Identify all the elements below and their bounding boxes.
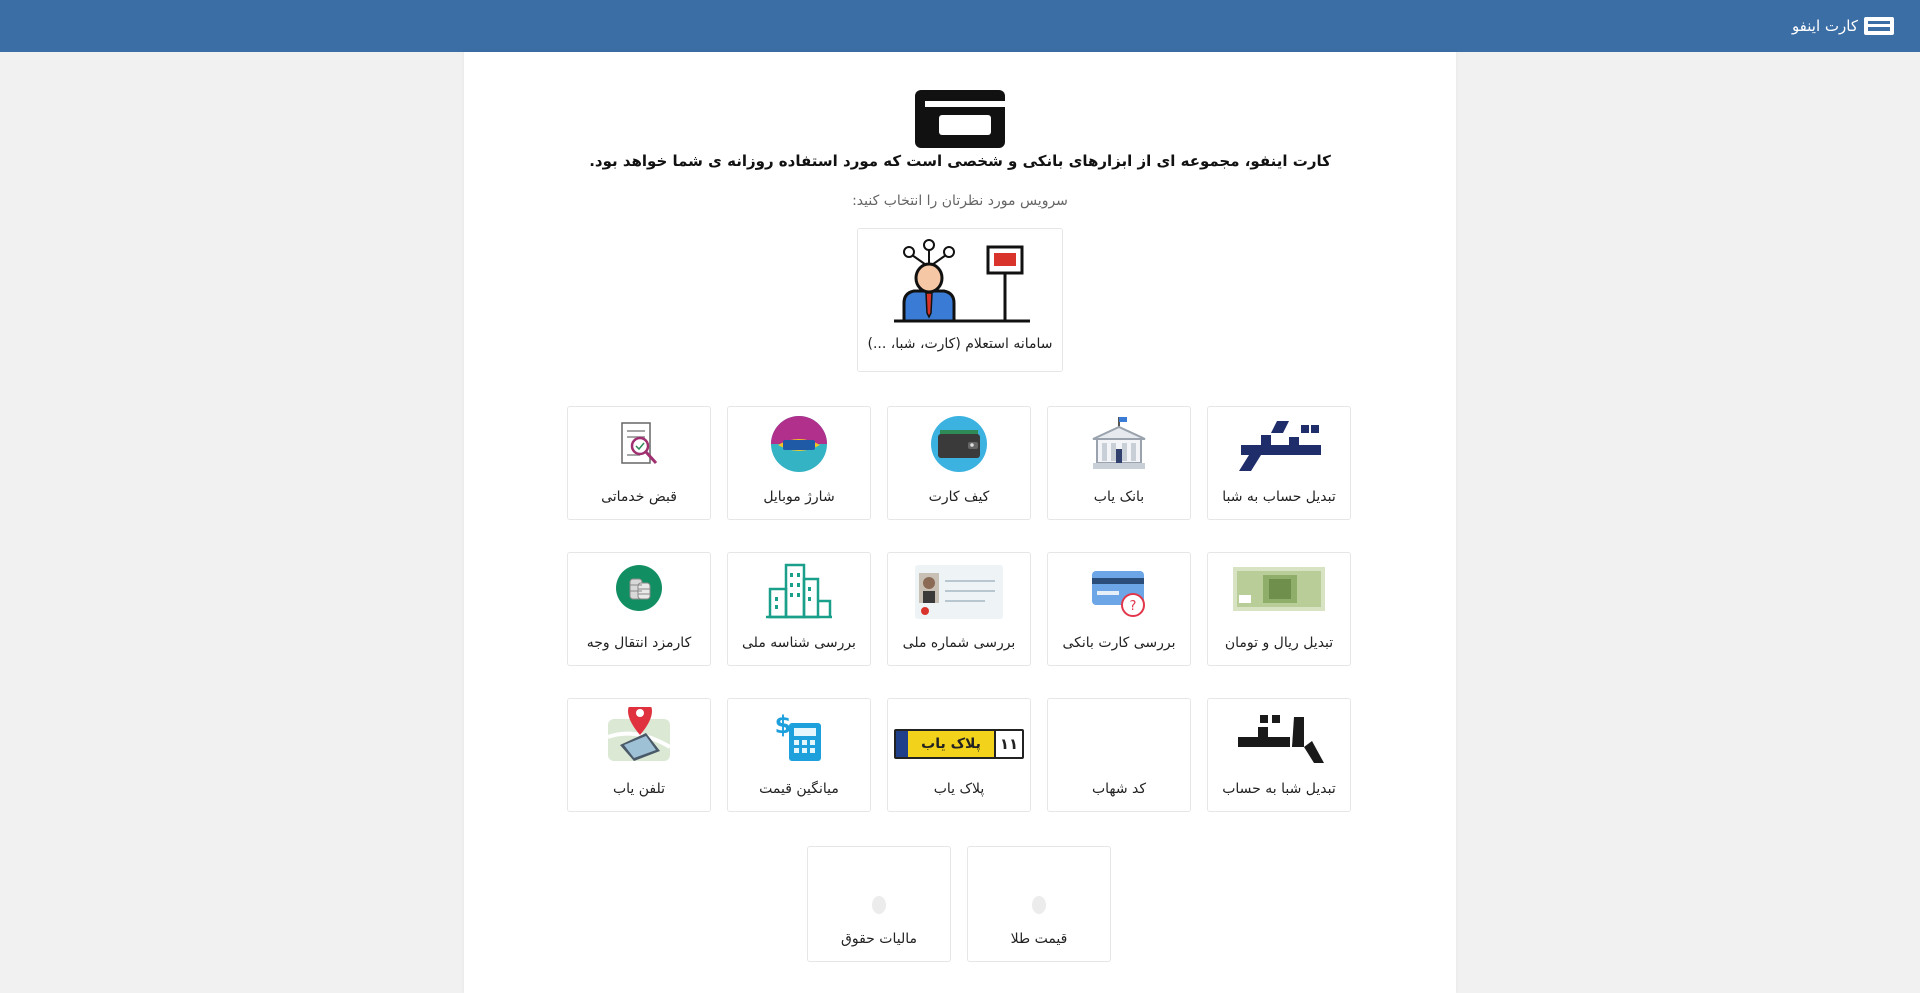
tile-mobile-charge[interactable] (727, 406, 871, 520)
inquiry-system-icon (884, 235, 1036, 325)
plate-number: ۱۱ (994, 731, 1022, 757)
tile-salary-tax[interactable] (807, 846, 951, 962)
card-info-logo-icon (915, 90, 1005, 148)
banknote-icon (1233, 567, 1325, 611)
tile-rial-toman[interactable] (1207, 552, 1351, 666)
tile-label: قیمت طلا (1010, 931, 1068, 947)
tile-label: پلاک یاب (933, 781, 985, 797)
tile-label: میانگین قیمت (759, 781, 839, 797)
bill-search-icon (618, 421, 660, 467)
tile-label: تلفن یاب (612, 781, 666, 797)
tile-transfer-fee[interactable] (567, 552, 711, 666)
tile-label: تبدیل شبا به حساب (1222, 781, 1336, 797)
sheba-reverse-logo-icon (1232, 707, 1326, 763)
buildings-icon (766, 561, 832, 621)
inquiry-system-tile[interactable] (857, 228, 1063, 372)
tile-label: کیف کارت (928, 489, 990, 505)
tile-shahab-code[interactable] (1047, 698, 1191, 812)
loading-placeholder-icon (1031, 895, 1047, 915)
main-card (464, 52, 1456, 993)
tile-sheba-to-account[interactable] (1207, 698, 1351, 812)
coins-icon (616, 565, 662, 611)
calculator-dollar-icon (773, 709, 825, 763)
mobile-charge-icon (770, 415, 828, 473)
tile-national-identifier-check[interactable] (727, 552, 871, 666)
tile-label: بررسی کارت بانکی (1062, 635, 1176, 651)
plate-flag-strip (896, 731, 908, 757)
svg-text:?: ? (1129, 599, 1137, 614)
svg-text:$: $ (774, 711, 792, 739)
card-question-icon (1091, 569, 1147, 617)
national-id-card-icon (915, 565, 1003, 619)
tile-plate-finder[interactable] (887, 698, 1031, 812)
phone-map-pin-icon (606, 707, 672, 763)
top-navbar (0, 0, 1920, 52)
tile-label: بررسی شماره ملی (902, 635, 1016, 651)
tile-label: تبدیل ریال و تومان (1224, 635, 1334, 651)
tile-card-wallet[interactable] (887, 406, 1031, 520)
tile-national-id-check[interactable] (887, 552, 1031, 666)
card-info-logo-icon (1864, 17, 1894, 35)
loading-placeholder-icon (871, 895, 887, 915)
tile-label: کارمزد انتقال وجه (586, 635, 692, 651)
license-plate-icon (894, 729, 1024, 759)
tile-bank-finder[interactable] (1047, 406, 1191, 520)
tile-average-price[interactable] (727, 698, 871, 812)
tile-utility-bill[interactable] (567, 406, 711, 520)
select-service-prompt: سرویس مورد نظرتان را انتخاب کنید: (852, 193, 1068, 209)
tile-label: سامانه استعلام (کارت، شبا، ...) (867, 336, 1053, 352)
tile-label: کد شهاب (1091, 781, 1147, 797)
wallet-icon (930, 415, 988, 473)
tile-label: تبدیل حساب به شبا (1222, 489, 1336, 505)
tile-label: قبض خدماتی (601, 489, 677, 505)
tile-bank-card-check[interactable] (1047, 552, 1191, 666)
brand-title: کارت اینفو (1791, 17, 1858, 35)
sheba-logo-icon (1231, 415, 1327, 471)
tile-label: مالیات حقوق (841, 931, 917, 947)
bank-building-icon (1089, 415, 1149, 473)
brand-link[interactable] (1792, 13, 1894, 39)
tile-gold-price[interactable] (967, 846, 1111, 962)
plate-text: پلاک یاب (908, 731, 994, 757)
tile-phone-finder[interactable] (567, 698, 711, 812)
tile-label: بانک یاب (1093, 489, 1145, 505)
tile-label: بررسی شناسه ملی (742, 635, 856, 651)
tile-label: شارژ موبایل (763, 489, 835, 505)
tile-account-to-sheba[interactable] (1207, 406, 1351, 520)
intro-text: کارت اینفو، مجموعه ای از ابزارهای بانکی و شخصی است که مورد استفاده روزانه ی شما خواهد بود. (589, 152, 1331, 170)
